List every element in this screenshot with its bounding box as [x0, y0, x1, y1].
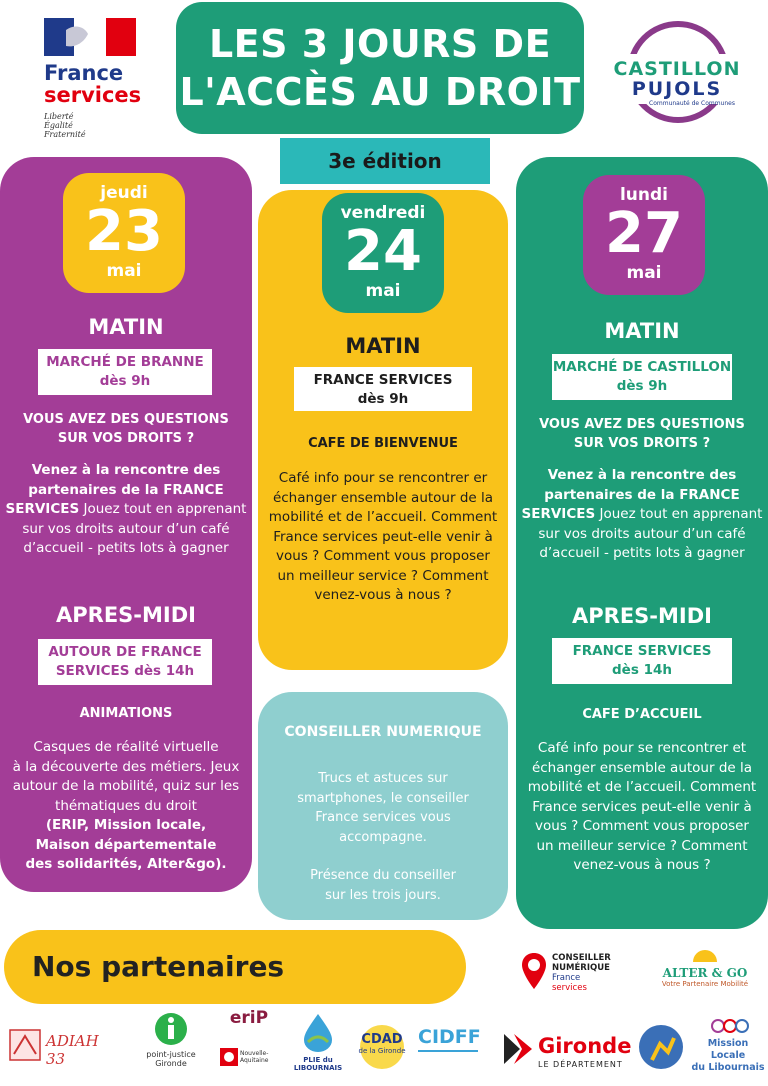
left-anim-l4: thématiques du droit [55, 797, 197, 814]
point-justice-l1: point-justice [146, 1050, 196, 1059]
motto-fraternite: Fraternité [44, 130, 86, 139]
france-services-line2: services [44, 83, 142, 107]
date-month: mai [106, 261, 142, 281]
date-friday [322, 193, 444, 313]
mid-p-l7: venez-vous à nous ? [314, 587, 452, 603]
right-p-l2: échanger ensemble autour de la [531, 759, 753, 776]
point-justice-l2: Gironde [155, 1059, 187, 1068]
mission-locale-l1: Mission Locale [707, 1038, 749, 1061]
conseiller-l2: NUMÉRIQUE [552, 963, 610, 973]
right-afternoon-l2: dès 14h [612, 662, 672, 678]
title-line-1: LES 3 JOURS DE [208, 22, 552, 66]
mid-cafe-text [258, 469, 508, 606]
title-line-2: L'ACCÈS AU DROIT [179, 70, 581, 114]
left-inv-l2: partenaires de la FRANCE [28, 481, 224, 498]
mission-locale-people-icon [710, 1016, 750, 1036]
num-l1: Trucs et astuces sur [318, 771, 448, 786]
gironde-chevron-icon [502, 1032, 534, 1066]
left-animations-title: ANIMATIONS [79, 706, 173, 721]
left-morning-location [38, 349, 212, 395]
altergo-sub: Votre Partenaire Mobilité [661, 980, 749, 988]
sun-icon [690, 946, 720, 962]
right-afternoon-location [552, 638, 732, 684]
date-monday [583, 175, 705, 295]
motto-egalite: Égalité [44, 121, 73, 130]
date-day: lundi [619, 185, 669, 205]
plie-drop-icon [298, 1012, 338, 1052]
right-inv-l5: d’accueil - petits lots à gagner [539, 545, 745, 561]
right-p-l3: mobilité et de l’accueil. Comment [527, 779, 757, 795]
gironde-logo [502, 1028, 632, 1076]
page-title [176, 2, 584, 134]
castillon-line1: CASTILLON [613, 58, 741, 80]
mission-locale-runner-icon [638, 1022, 684, 1072]
left-anim-b1: (ERIP, Mission locale, [45, 817, 207, 833]
point-justice-logo [140, 1012, 202, 1076]
left-question-l1: VOUS AVEZ DES QUESTIONS [23, 412, 229, 427]
edition-badge: 3e édition [280, 138, 490, 184]
date-day: vendredi [340, 203, 426, 223]
left-inv-l5: d’accueil - petits lots à gagner [23, 540, 229, 556]
right-cafe-title: CAFE D’ACCUEIL [582, 707, 702, 722]
left-afternoon-l1: AUTOUR DE FRANCE [48, 644, 202, 660]
adiah-logo [8, 1026, 118, 1076]
cdad-logo [354, 1024, 410, 1074]
erip-logo [216, 1008, 282, 1078]
date-number: 23 [85, 199, 163, 264]
nouvelle-aquitaine-name: Nouvelle-Aquitaine [240, 1050, 269, 1064]
right-inv-l4: sur vos droits autour d’un café [538, 525, 746, 542]
right-afternoon-title: APRES-MIDI [572, 604, 712, 628]
conseiller-numerique-logo [522, 945, 642, 1001]
mid-morning-title: MATIN [345, 334, 421, 358]
right-p-l7: venez-vous à nous ? [573, 857, 711, 873]
left-anim-b3: des solidarités, Alter&go). [25, 856, 227, 872]
mid-p-l3: mobilité et de l’accueil. Comment [268, 509, 498, 525]
right-morning-l1: MARCHÉ DE CASTILLON [552, 359, 732, 375]
right-inv-l2: partenaires de la FRANCE [544, 486, 740, 503]
right-morning-title: MATIN [604, 319, 680, 343]
adiah-emblem-icon [8, 1028, 42, 1062]
alter-and-go-logo [648, 946, 762, 1002]
marianne-flag-icon [44, 18, 136, 56]
right-p-l4: France services peut-elle venir à [532, 798, 752, 815]
cdad-sub: de la Gironde [358, 1047, 406, 1055]
france-services-logo [44, 18, 144, 138]
gironde-name: Gironde [538, 1034, 632, 1058]
left-anim-l3: autour de la mobilité, quiz sur les [12, 778, 240, 794]
castillon-pujols-logo [612, 14, 742, 134]
right-afternoon-l1: FRANCE SERVICES [572, 643, 712, 659]
date-number: 24 [344, 219, 422, 284]
date-month: mai [626, 263, 662, 283]
right-cafe-text [516, 739, 768, 876]
castillon-sub: Communauté de Communes [649, 100, 735, 107]
cidff-logo [418, 1026, 498, 1076]
mid-p-l4: France services peut-elle venir à [273, 528, 493, 545]
date-number: 27 [605, 201, 683, 266]
right-morning-l2: dès 9h [616, 378, 668, 394]
left-anim-l2: à la découverte des métiers. Jeux [12, 758, 240, 775]
right-morning-location [552, 354, 732, 400]
plie-name: PLIE du LIBOURNAIS [293, 1056, 343, 1072]
motto-liberte: Liberté [44, 112, 74, 121]
right-inv-l1: Venez à la rencontre des [547, 467, 737, 483]
castillon-line2: PUJOLS [631, 78, 723, 100]
conseiller-numerique-text [258, 769, 508, 905]
point-justice-icon [154, 1012, 188, 1046]
left-inv-l3b: Jouez tout en apprenant [79, 501, 247, 517]
conseiller-numerique-title: CONSEILLER NUMERIQUE [284, 724, 482, 740]
mid-box-l1: FRANCE SERVICES [313, 372, 453, 388]
adiah-name: ADIAH 33 [46, 1032, 99, 1068]
left-inv-l1: Venez à la rencontre des [31, 462, 221, 478]
num-l2: smartphones, le conseiller [297, 790, 469, 806]
gironde-sub: LE DÉPARTEMENT [538, 1060, 623, 1069]
mid-p-l2: échanger ensemble autour de la [272, 489, 494, 506]
conseiller-l3: France [552, 973, 581, 983]
mission-locale-logo [638, 1016, 766, 1078]
date-month: mai [365, 281, 401, 301]
conseiller-l4: services [552, 983, 587, 993]
right-inv-l3a: SERVICES [521, 506, 596, 522]
left-inv-l4: sur vos droits autour d’un café [22, 520, 230, 537]
france-services-line1: France [44, 61, 124, 85]
left-invitation [0, 461, 252, 559]
left-afternoon-l2: SERVICES dès 14h [55, 663, 195, 679]
num-l4: accompagne. [339, 829, 427, 845]
left-afternoon-title: APRES-MIDI [56, 603, 196, 627]
mission-locale-l2: du Libournais [691, 1062, 765, 1073]
partners-title: Nos partenaires [4, 930, 466, 1004]
plie-libournais-logo [288, 1012, 348, 1078]
mid-p-l1: Café info pour se rencontrer er [278, 470, 488, 486]
right-inv-l3b: Jouez tout en apprenant [595, 506, 763, 522]
num-l3: France services vous [315, 810, 451, 825]
left-morning-location-l2: dès 9h [99, 373, 151, 389]
mid-morning-location [294, 367, 472, 411]
altergo-name: ALTER & GO [662, 966, 748, 980]
left-afternoon-location [38, 639, 212, 685]
num-l6: sur les trois jours. [325, 887, 441, 903]
mid-p-l6: un meilleur service ? Comment [277, 567, 489, 584]
right-p-l6: un meilleur service ? Comment [536, 837, 748, 854]
right-invitation [516, 466, 768, 564]
left-animations-text [0, 738, 252, 875]
date-thursday [63, 173, 185, 293]
mid-cafe-title: CAFE DE BIENVENUE [308, 436, 458, 451]
right-question-l1: VOUS AVEZ DES QUESTIONS [539, 417, 745, 432]
right-p-l1: Café info pour se rencontrer et [537, 740, 747, 756]
left-anim-b2: Maison départementale [35, 836, 217, 853]
right-question-l2: SUR VOS DROITS ? [573, 436, 711, 451]
erip-name: eriP [229, 1008, 269, 1028]
left-morning-title: MATIN [88, 315, 164, 339]
left-question-l2: SUR VOS DROITS ? [57, 431, 195, 446]
left-morning-location-l1: MARCHÉ DE BRANNE [46, 354, 204, 370]
right-p-l5: vous ? Comment vous proposer [535, 818, 749, 834]
right-question [516, 415, 768, 453]
cidff-name: CIDFF [418, 1026, 481, 1048]
location-pin-icon [522, 953, 546, 989]
left-inv-l3a: SERVICES [5, 501, 80, 517]
num-l5: Présence du conseiller [310, 868, 456, 883]
mid-p-l5: vous ? Comment vous proposer [276, 548, 490, 564]
date-day: jeudi [100, 183, 148, 203]
nouvelle-aquitaine-icon [220, 1048, 238, 1066]
left-question [0, 410, 252, 448]
cdad-name: CDAD [361, 1032, 403, 1047]
left-anim-l1: Casques de réalité virtuelle [33, 739, 219, 755]
mid-box-l2: dès 9h [357, 391, 409, 407]
conseiller-l1: CONSEILLER [552, 953, 611, 963]
